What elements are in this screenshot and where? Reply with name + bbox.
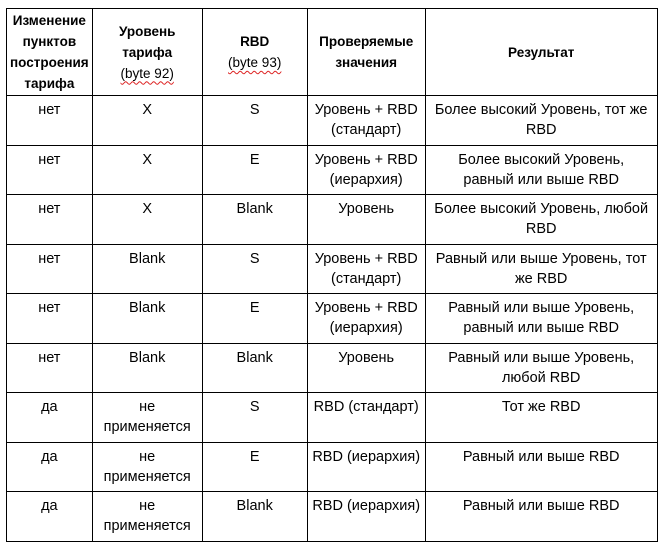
cell-result [425, 145, 657, 195]
cell-rbd-text: Blank [236, 498, 273, 514]
cell-checked-values [307, 96, 425, 146]
cell-result-line: Более высокий Уровень, [458, 151, 625, 168]
byte-92-note: (byte 92) [120, 65, 174, 81]
cell-fare-level [92, 343, 202, 393]
cell-change-points [7, 343, 93, 393]
cell-change-points-text: нет [38, 349, 61, 366]
header-fare-level: Уровень тарифа (byte 92) [92, 9, 202, 96]
cell-rbd-text: S [249, 102, 260, 118]
cell-change-points [7, 492, 93, 542]
cell-checked-values-line: (иерархия) [329, 320, 403, 336]
cell-result-line: RBD [525, 122, 557, 138]
header-rbd: RBD (byte 93) [202, 9, 307, 96]
cell-fare-level-line: не [139, 448, 156, 465]
cell-checked-values-line: RBD (иерархия) [312, 498, 421, 514]
cell-rbd-text: E [249, 448, 260, 465]
table-header [7, 9, 658, 96]
cell-checked-values [307, 145, 425, 195]
cell-rbd [202, 244, 307, 294]
cell-result-line: Более высокий Уровень, любой [434, 201, 649, 217]
cell-fare-level-line: Blank [129, 250, 166, 267]
cell-change-points-text: нет [38, 300, 61, 316]
cell-result-line: Равный или выше Уровень, тот [435, 250, 647, 267]
cell-change-points-text: нет [38, 102, 61, 118]
cell-rbd-text: E [249, 151, 260, 168]
cell-fare-level-line: Blank [129, 300, 166, 316]
cell-checked-values [307, 393, 425, 443]
cell-result-line: Равный или выше Уровень, [448, 349, 635, 366]
header-row [7, 9, 658, 96]
cell-change-points-text: нет [38, 151, 61, 168]
cell-fare-level [92, 244, 202, 294]
cell-checked-values-line: Уровень + RBD [314, 300, 418, 316]
table-row [7, 343, 658, 393]
table-row [7, 294, 658, 344]
cell-result-line: Тот же RBD [501, 399, 581, 415]
cell-fare-level-line: X [142, 201, 153, 217]
cell-checked-values [307, 492, 425, 542]
cell-checked-values-line: RBD (иерархия) [312, 448, 421, 465]
table-body [7, 96, 658, 542]
cell-change-points [7, 294, 93, 344]
cell-change-points [7, 244, 93, 294]
cell-fare-level-line: не [139, 498, 156, 514]
cell-rbd-text: Blank [236, 201, 273, 217]
cell-rbd [202, 492, 307, 542]
header-result: Результат [425, 9, 657, 96]
cell-result [425, 492, 657, 542]
cell-checked-values-line: Уровень + RBD [314, 250, 418, 267]
cell-checked-values [307, 442, 425, 492]
cell-checked-values-line: (иерархия) [329, 171, 403, 188]
cell-rbd [202, 442, 307, 492]
cell-rbd [202, 96, 307, 146]
cell-rbd [202, 195, 307, 245]
cell-result [425, 442, 657, 492]
cell-fare-level-line: X [142, 151, 153, 168]
fare-rules-table [6, 8, 658, 542]
table-row [7, 96, 658, 146]
cell-fare-level-line: применяется [103, 468, 191, 485]
cell-checked-values [307, 195, 425, 245]
cell-fare-level [92, 393, 202, 443]
cell-result-line: Равный или выше RBD [462, 448, 620, 465]
cell-change-points-text: нет [38, 250, 61, 267]
cell-rbd-text: Blank [236, 349, 273, 366]
cell-result-line: равный или выше RBD [463, 320, 619, 336]
cell-rbd [202, 294, 307, 344]
cell-checked-values-line: Уровень [338, 201, 395, 217]
cell-fare-level [92, 195, 202, 245]
cell-change-points [7, 145, 93, 195]
cell-change-points-text: да [41, 448, 58, 465]
byte-93-note: (byte 93) [228, 55, 282, 70]
cell-change-points-text: нет [38, 201, 61, 217]
cell-checked-values-line: Уровень [338, 349, 395, 366]
cell-change-points-text: да [41, 498, 58, 514]
cell-fare-level [92, 492, 202, 542]
cell-result-line: Более высокий Уровень, тот же [434, 102, 648, 118]
cell-fare-level [92, 145, 202, 195]
table-row [7, 492, 658, 542]
cell-fare-level-line: применяется [103, 518, 191, 534]
table-row [7, 442, 658, 492]
cell-fare-level-line: не [139, 399, 156, 415]
cell-result-line: Равный или выше Уровень, [448, 300, 635, 316]
header-checked-values: Проверяемые значения [307, 9, 425, 96]
cell-fare-level-line: X [142, 102, 153, 118]
table-row [7, 393, 658, 443]
cell-change-points [7, 393, 93, 443]
cell-result-line: Равный или выше RBD [462, 498, 620, 514]
cell-change-points [7, 442, 93, 492]
cell-result-line: же RBD [514, 270, 568, 287]
cell-fare-level-line: применяется [103, 419, 191, 435]
cell-result [425, 244, 657, 294]
cell-rbd-text: S [249, 250, 260, 267]
cell-result-line: равный или выше RBD [463, 171, 619, 188]
cell-result [425, 294, 657, 344]
cell-result [425, 195, 657, 245]
cell-rbd [202, 393, 307, 443]
cell-checked-values [307, 294, 425, 344]
cell-rbd [202, 343, 307, 393]
cell-fare-level [92, 96, 202, 146]
cell-fare-level [92, 442, 202, 492]
cell-change-points-text: да [41, 399, 58, 415]
cell-checked-values-line: (стандарт) [331, 122, 402, 138]
cell-result-line: RBD [525, 221, 557, 237]
cell-checked-values [307, 244, 425, 294]
cell-fare-level-line: Blank [129, 349, 166, 366]
cell-checked-values-line: Уровень + RBD [314, 102, 418, 118]
cell-checked-values-line: RBD (стандарт) [313, 399, 419, 415]
table-row [7, 244, 658, 294]
cell-rbd-text: S [249, 399, 260, 415]
cell-fare-level [92, 294, 202, 344]
table-row [7, 145, 658, 195]
cell-checked-values [307, 343, 425, 393]
cell-rbd [202, 145, 307, 195]
cell-result [425, 343, 657, 393]
table-row [7, 195, 658, 245]
cell-result-line: любой RBD [501, 369, 581, 386]
cell-checked-values-line: (стандарт) [331, 270, 402, 287]
cell-result [425, 393, 657, 443]
cell-change-points [7, 96, 93, 146]
cell-checked-values-line: Уровень + RBD [314, 151, 418, 168]
cell-change-points [7, 195, 93, 245]
cell-result [425, 96, 657, 146]
header-change-points: Изменение пунктов построения тарифа [7, 9, 93, 96]
cell-rbd-text: E [249, 300, 260, 316]
